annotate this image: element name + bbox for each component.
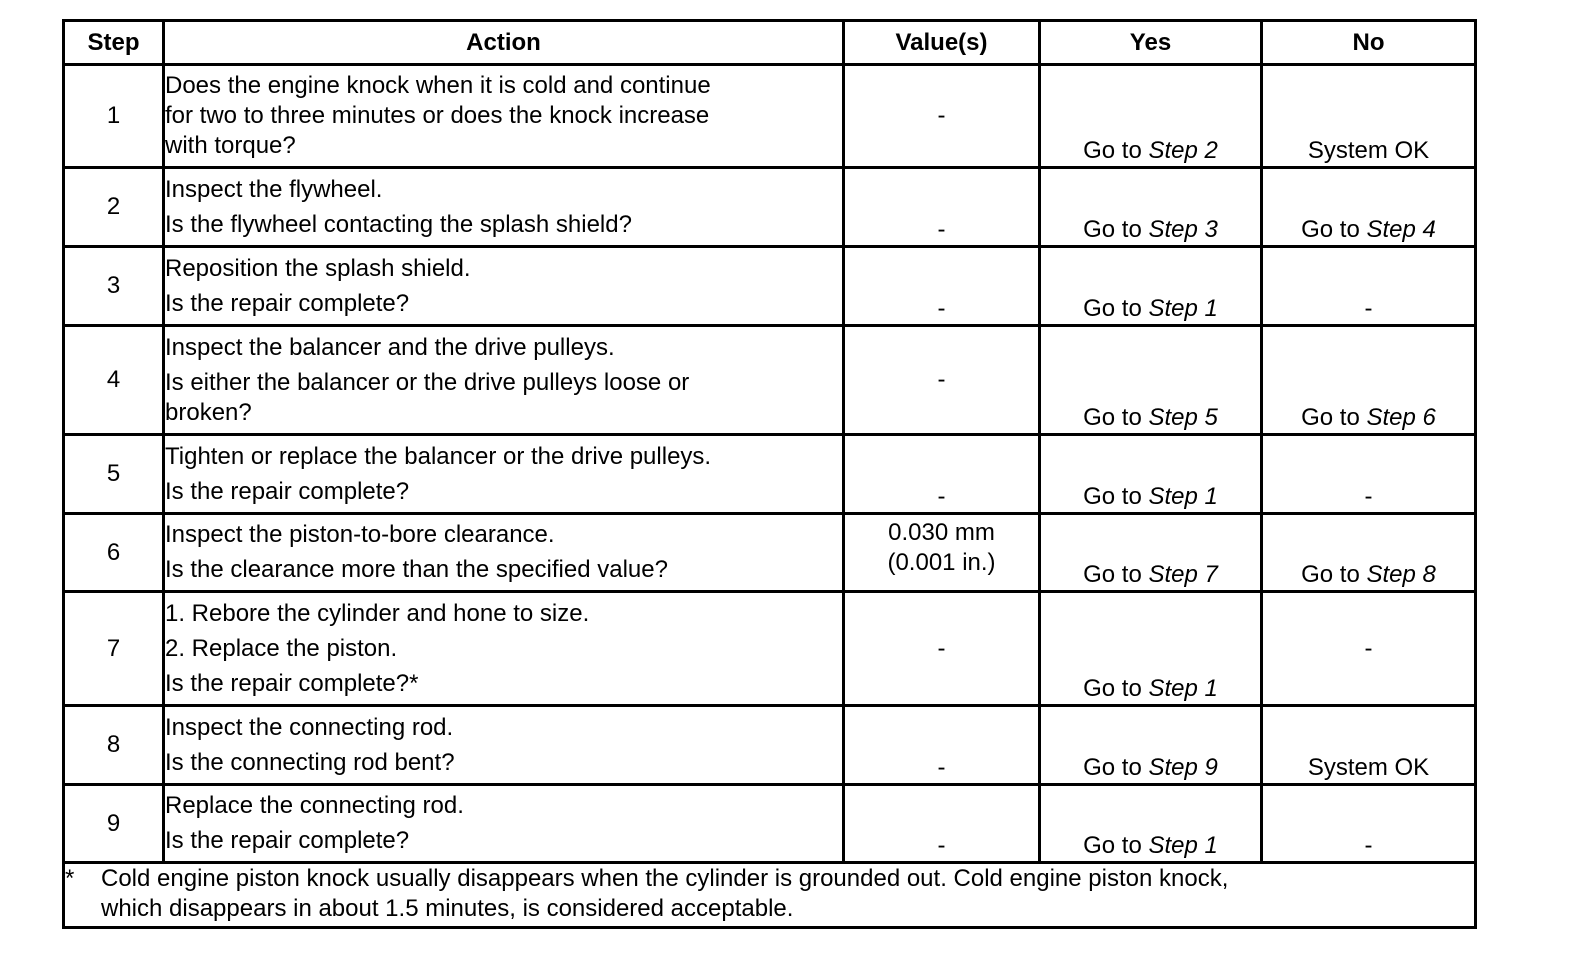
table-row <box>64 435 1476 514</box>
step-number: 8 <box>64 706 164 785</box>
go-to-label: Go to <box>1083 754 1142 781</box>
step-ref: Step 7 <box>1148 561 1218 588</box>
footnote-marker: * <box>65 865 75 892</box>
step-number: 4 <box>64 326 164 435</box>
action-line: Inspect the piston-to-bore clearance. <box>165 521 555 548</box>
value-cell <box>844 65 1040 168</box>
footnote <box>64 863 1476 928</box>
action-line: 1. Rebore the cylinder and hone to size. <box>165 599 590 627</box>
action-line: Is the clearance more than the specified value? <box>165 556 668 583</box>
result-text: System OK <box>1307 137 1430 164</box>
step-ref: Step 9 <box>1148 754 1218 781</box>
table-row <box>64 168 1476 247</box>
action-line: Is the repair complete? <box>165 477 410 505</box>
action-line: Is the repair complete?* <box>165 669 419 697</box>
table-row <box>64 65 1476 168</box>
action-cell <box>164 785 844 863</box>
action-cell <box>164 168 844 247</box>
step-ref: Step 6 <box>1366 404 1436 431</box>
action-line: Replace the connecting rod. <box>165 792 464 819</box>
step-number: 6 <box>64 514 164 592</box>
no-cell <box>1262 65 1476 168</box>
result-text: - <box>1364 832 1373 859</box>
table-row <box>64 514 1476 592</box>
value-cell <box>844 435 1040 514</box>
value-cell <box>844 706 1040 785</box>
action-line: Is the repair complete? <box>165 827 410 854</box>
go-to-label: Go to <box>1083 483 1142 510</box>
yes-cell <box>1040 592 1262 706</box>
table-row <box>64 247 1476 326</box>
value-line: - <box>937 483 946 510</box>
action-cell <box>164 435 844 514</box>
action-line: Inspect the flywheel. <box>165 175 383 203</box>
no-cell <box>1262 247 1476 326</box>
value-cell <box>844 247 1040 326</box>
header-values: Value(s) <box>844 21 1040 65</box>
go-to-label: Go to <box>1083 561 1142 588</box>
go-to-label: Go to <box>1301 404 1360 431</box>
action-line: broken? <box>165 398 252 426</box>
action-line: for two to three minutes or does the knock increase <box>165 102 710 129</box>
header-row <box>64 21 1476 65</box>
action-line: with torque? <box>165 132 296 159</box>
yes-cell <box>1040 326 1262 435</box>
action-line: Tighten or replace the balancer or the drive pulleys. <box>165 442 712 470</box>
value-cell <box>844 592 1040 706</box>
value-line: (0.001 in.) <box>887 549 996 576</box>
value-cell <box>844 514 1040 592</box>
yes-cell <box>1040 785 1262 863</box>
step-ref: Step 4 <box>1366 216 1436 243</box>
action-line: Is the connecting rod bent? <box>165 748 455 776</box>
step-ref: Step 1 <box>1148 483 1218 510</box>
action-line: Is the flywheel contacting the splash shield? <box>165 210 632 238</box>
value-cell <box>844 785 1040 863</box>
step-number: 9 <box>64 785 164 863</box>
table-row <box>64 706 1476 785</box>
yes-cell <box>1040 514 1262 592</box>
result-text: - <box>1364 295 1373 322</box>
action-line: Inspect the balancer and the drive pulleys. <box>165 333 615 361</box>
step-ref: Step 2 <box>1148 137 1218 164</box>
value-line: - <box>937 216 946 243</box>
action-line: Does the engine knock when it is cold and continue <box>165 72 711 99</box>
step-ref: Step 1 <box>1148 675 1218 702</box>
value-line: - <box>937 102 946 129</box>
action-cell <box>164 706 844 785</box>
step-ref: Step 1 <box>1148 295 1218 322</box>
value-line: - <box>937 832 946 859</box>
result-text: - <box>1364 483 1373 510</box>
footnote-row <box>64 863 1476 928</box>
footnote-text <box>101 864 1474 924</box>
no-cell <box>1262 326 1476 435</box>
step-number: 2 <box>64 168 164 247</box>
table-row <box>64 592 1476 706</box>
go-to-label: Go to <box>1301 216 1360 243</box>
action-cell <box>164 592 844 706</box>
yes-cell <box>1040 168 1262 247</box>
header-action: Action <box>164 21 844 65</box>
yes-cell <box>1040 706 1262 785</box>
go-to-label: Go to <box>1083 404 1142 431</box>
step-ref: Step 3 <box>1148 216 1218 243</box>
value-line: - <box>937 366 946 393</box>
go-to-label: Go to <box>1301 561 1360 588</box>
action-cell <box>164 65 844 168</box>
go-to-label: Go to <box>1083 216 1142 243</box>
action-cell <box>164 326 844 435</box>
step-number: 5 <box>64 435 164 514</box>
value-line: - <box>937 295 946 322</box>
value-line: - <box>937 754 946 781</box>
diagnostic-table <box>62 19 1477 929</box>
result-text: System OK <box>1307 754 1430 781</box>
footnote-line: Cold engine piston knock usually disappears when the cylinder is grounded out. Cold engine piston knock, <box>101 865 1229 892</box>
value-cell <box>844 326 1040 435</box>
value-cell <box>844 168 1040 247</box>
go-to-label: Go to <box>1083 137 1142 164</box>
no-cell <box>1262 435 1476 514</box>
step-ref: Step 1 <box>1148 832 1218 859</box>
action-line: Inspect the connecting rod. <box>165 713 454 741</box>
step-ref: Step 8 <box>1366 561 1436 588</box>
value-line: - <box>937 634 946 662</box>
action-cell <box>164 247 844 326</box>
action-cell <box>164 514 844 592</box>
header-no: No <box>1262 21 1476 65</box>
action-line: Is either the balancer or the drive pulleys loose or <box>165 368 690 396</box>
table-row <box>64 785 1476 863</box>
table-row <box>64 326 1476 435</box>
step-number: 7 <box>64 592 164 706</box>
no-cell <box>1262 168 1476 247</box>
go-to-label: Go to <box>1083 295 1142 322</box>
go-to-label: Go to <box>1083 832 1142 859</box>
action-line: 2. Replace the piston. <box>165 634 398 662</box>
action-line: Is the repair complete? <box>165 289 410 317</box>
no-cell <box>1262 592 1476 706</box>
go-to-label: Go to <box>1083 675 1142 702</box>
step-number: 1 <box>64 65 164 168</box>
yes-cell <box>1040 247 1262 326</box>
result-text: - <box>1364 634 1373 662</box>
yes-cell <box>1040 65 1262 168</box>
no-cell <box>1262 785 1476 863</box>
no-cell <box>1262 706 1476 785</box>
header-yes: Yes <box>1040 21 1262 65</box>
value-line: 0.030 mm <box>888 519 995 546</box>
yes-cell <box>1040 435 1262 514</box>
footnote-line: which disappears in about 1.5 minutes, is considered acceptable. <box>101 895 794 922</box>
no-cell <box>1262 514 1476 592</box>
step-ref: Step 5 <box>1148 404 1218 431</box>
header-step: Step <box>64 21 164 65</box>
step-number: 3 <box>64 247 164 326</box>
action-line: Reposition the splash shield. <box>165 254 471 282</box>
